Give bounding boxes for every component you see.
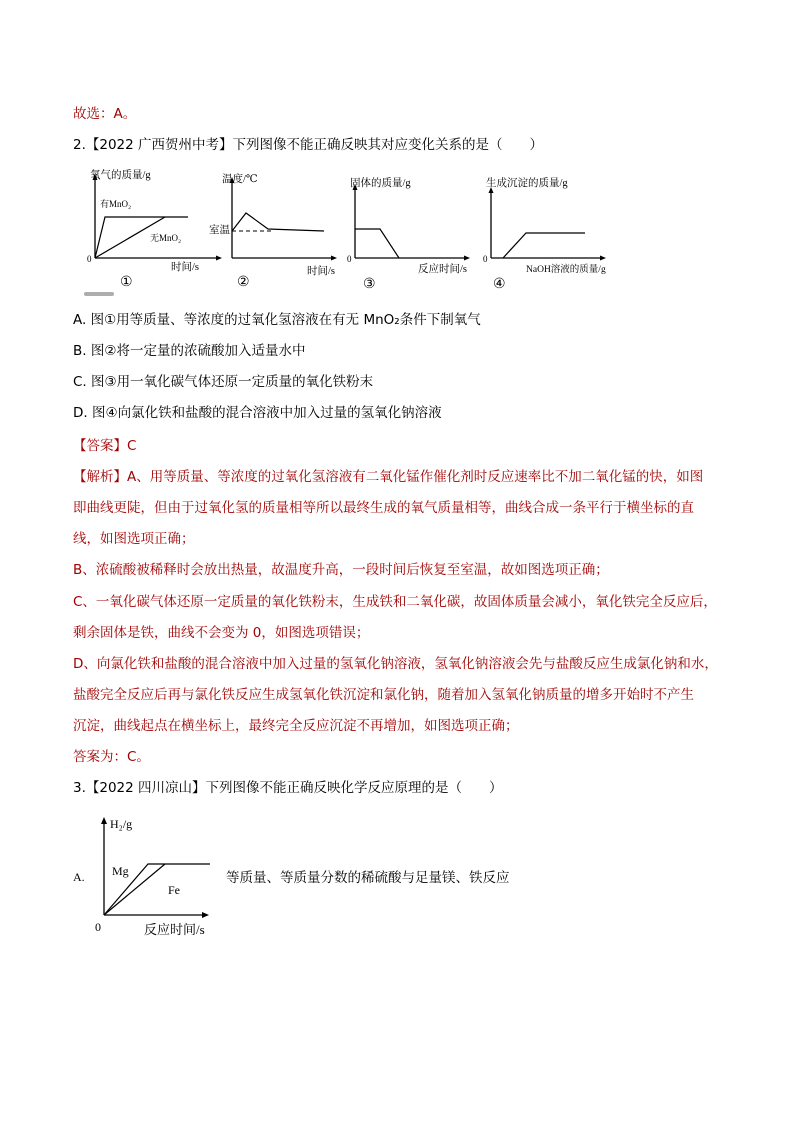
question-3-graph xyxy=(68,812,228,942)
graph-4 xyxy=(483,176,606,292)
option-a: A. 图①用等质量、等浓度的过氧化氢溶液在有无 MnO₂条件下制氧气 xyxy=(73,312,481,328)
option-d: D. 图④向氯化铁和盐酸的混合溶液中加入过量的氢氧化钠溶液 xyxy=(73,405,442,421)
scan-smudge xyxy=(84,292,114,296)
graph-3-origin: 0 xyxy=(347,254,352,264)
option-c: C. 图③用一氧化碳气体还原一定质量的氧化铁粉末 xyxy=(73,374,374,390)
graph-1-origin: 0 xyxy=(87,254,92,264)
explanation-line-9: 沉淀，曲线起点在横坐标上，最终完全反应沉淀不再增加，如图选项正确； xyxy=(73,718,519,734)
explanation-line-3: 线，如图选项正确； xyxy=(73,531,195,547)
answer-line: 【答案】C xyxy=(73,438,137,454)
q3-ylabel: H₂/g xyxy=(110,817,133,831)
graph-4-ylabel: 生成沉淀的质量/g xyxy=(486,178,568,189)
question-2-graphs xyxy=(88,166,618,296)
graph-1-xlabel: 时间/s xyxy=(171,262,200,273)
explanation-line-5: C、一氧化碳气体还原一定质量的氧化铁粉末，生成铁和二氧化碳，故固体质量会减小，氧化铁完全反应后， xyxy=(73,594,717,610)
graph-1-with-label: 有MnO₂ xyxy=(100,199,132,209)
line-final-choice: 故选：A。 xyxy=(73,106,137,122)
explanation-line-6: 剩余固体是铁，曲线不会变为 0，如图选项错误； xyxy=(73,625,370,641)
q3-fe-label: Fe xyxy=(168,883,180,897)
question-3-option-label: A. xyxy=(73,870,85,884)
graph-3-ylabel: 固体的质量/g xyxy=(350,178,411,189)
explanation-line-2: 即曲线更陡，但由于过氧化氢的质量相等所以最终生成的氧气质量相等，曲线合成一条平行于横坐标的直 xyxy=(73,500,694,516)
q3-xlabel: 反应时间/s xyxy=(144,922,205,937)
graph-2-ylabel: 温度/℃ xyxy=(222,174,258,185)
option-b: B. 图②将一定量的浓硫酸加入适量水中 xyxy=(73,343,306,359)
question-3-option-a-desc: 等质量、等质量分数的稀硫酸与足量镁、铁反应 xyxy=(226,870,510,886)
graph-1-without-label: 无MnO₂ xyxy=(150,233,182,243)
final-answer-line: 答案为：C。 xyxy=(73,749,150,765)
graph-3-xlabel: 反应时间/s xyxy=(418,264,468,275)
q3-origin: 0 xyxy=(95,920,101,934)
graph-4-number: ④ xyxy=(493,277,506,292)
graph-2-room-label: 室温 xyxy=(209,225,230,236)
graph-3 xyxy=(347,176,470,292)
question-3-title: 3.【2022 四川凉山】下列图像不能正确反映化学反应原理的是（ ） xyxy=(73,780,503,796)
graph-1-number: ① xyxy=(120,275,133,290)
explanation-line-8: 盐酸完全反应后再与氯化铁反应生成氢氧化铁沉淀和氯化钠，随着加入氢氧化钠质量的增多开始时不产生 xyxy=(73,687,694,703)
explanation-line-7: D、向氯化铁和盐酸的混合溶液中加入过量的氢氧化钠溶液，氢氧化钠溶液会先与盐酸反应生成氯化钠和水， xyxy=(73,656,718,672)
q3-mg-label: Mg xyxy=(112,864,129,878)
graph-2 xyxy=(209,172,337,290)
graph-1-ylabel: 氧气的质量/g xyxy=(90,170,151,181)
graph-1 xyxy=(87,168,222,290)
graph-4-origin: 0 xyxy=(483,254,488,264)
explanation-line-1: 【解析】A、用等质量、等浓度的过氧化氢溶液有二氧化锰作催化剂时反应速率比不加二氧化锰的快，如图 xyxy=(73,469,704,485)
question-2-title: 2.【2022 广西贺州中考】下列图像不能正确反映其对应变化关系的是（ ） xyxy=(73,137,544,153)
explanation-line-4: B、浓硫酸被稀释时会放出热量，故温度升高，一段时间后恢复至室温，故如图选项正确； xyxy=(73,562,609,578)
graph-4-xlabel: NaOH溶液的质量/g xyxy=(526,265,606,275)
graph-3-number: ③ xyxy=(363,277,376,292)
graph-2-number: ② xyxy=(237,275,250,290)
graph-2-xlabel: 时间/s xyxy=(307,266,336,277)
